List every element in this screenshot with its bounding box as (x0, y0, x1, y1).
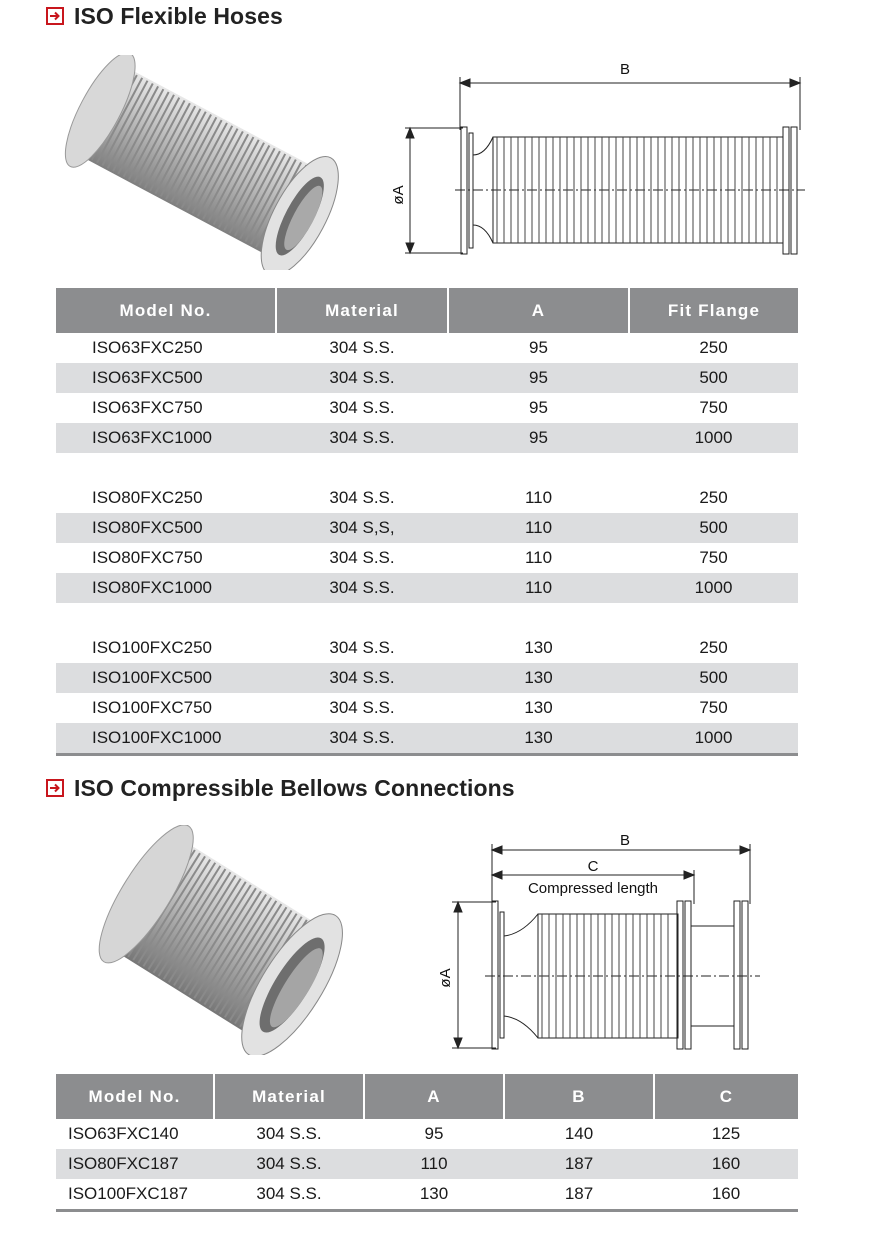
cell-material: 304 S.S. (214, 1179, 364, 1211)
table-header-row (56, 1074, 798, 1119)
cell-model: ISO100FXC1000 (56, 723, 276, 755)
table-row (56, 723, 798, 755)
cell-a: 110 (364, 1149, 504, 1179)
cell-a: 95 (448, 423, 629, 453)
cell-fit: 500 (629, 513, 798, 543)
header-c: C (654, 1074, 798, 1119)
section-title-flexible-hoses (46, 0, 283, 32)
cell-a: 130 (448, 723, 629, 755)
compressed-length-label: Compressed length (527, 880, 659, 897)
cell-b: 187 (504, 1179, 654, 1211)
header-material: Material (276, 288, 448, 333)
cell-fit: 750 (699, 398, 728, 417)
table-row (56, 1119, 798, 1149)
cell-model: ISO63FXC140 (68, 1124, 179, 1143)
cell-material: 304 S.S. (329, 638, 395, 657)
compressible-bellows-product-image (85, 825, 355, 1055)
compressible-bellows-technical-drawing (430, 826, 770, 1058)
arrow-right-icon (46, 7, 64, 25)
cell-model: ISO80FXC1000 (56, 573, 276, 603)
cell-model: ISO80FXC500 (56, 513, 276, 543)
header-fit-flange: Fit Flange (629, 288, 798, 333)
cell-model: ISO63FXC500 (56, 363, 276, 393)
cell-model: ISO100FXC250 (92, 638, 213, 657)
table-row (56, 363, 798, 393)
cell-a: 130 (448, 663, 629, 693)
arrow-right-icon (46, 779, 64, 797)
cell-model: ISO63FXC250 (92, 338, 203, 357)
table-row (56, 663, 798, 693)
table-row (56, 1179, 798, 1211)
cell-fit: 250 (699, 488, 728, 507)
cell-fit: 500 (629, 363, 798, 393)
cell-c: 125 (711, 1124, 741, 1143)
cell-material: 304 S.S. (256, 1124, 322, 1143)
cell-model: ISO100FXC500 (56, 663, 276, 693)
table-row (56, 543, 798, 573)
cell-fit: 1000 (629, 423, 798, 453)
cell-material: 304 S.S. (276, 573, 448, 603)
cell-material: 304 S.S. (276, 423, 448, 453)
cell-a: 110 (524, 548, 553, 567)
cell-material: 304 S.S. (329, 488, 395, 507)
cell-b: 140 (564, 1124, 594, 1143)
cell-fit: 250 (699, 638, 728, 657)
group-spacer (56, 603, 798, 633)
table-row (56, 483, 798, 513)
cell-fit: 250 (699, 338, 728, 357)
cell-a: 95 (529, 398, 548, 417)
cell-model: ISO80FXC250 (92, 488, 203, 507)
cell-a: 95 (529, 338, 548, 357)
flexible-hose-technical-drawing (385, 55, 815, 265)
section-title-text: ISO Compressible Bellows Connections (74, 774, 515, 801)
cell-material: 304 S.S. (276, 723, 448, 755)
section-title-compressible-bellows (46, 772, 515, 804)
dimension-label-b: B (619, 832, 631, 849)
cell-a: 110 (524, 488, 553, 507)
cell-fit: 750 (699, 698, 728, 717)
dimension-label-a: øA (390, 185, 407, 205)
cell-a: 110 (448, 573, 629, 603)
dimension-label-b: B (619, 61, 631, 78)
cell-material: 304 S.S. (276, 663, 448, 693)
table-row (56, 333, 798, 363)
table-row (56, 1149, 798, 1179)
cell-b: 187 (504, 1149, 654, 1179)
section-title-text: ISO Flexible Hoses (74, 2, 283, 29)
cell-model: ISO100FXC750 (92, 698, 213, 717)
dimension-label-c: C (587, 858, 599, 875)
flexible-hoses-table (56, 288, 798, 756)
cell-model: ISO63FXC750 (92, 398, 203, 417)
cell-a: 95 (448, 363, 629, 393)
cell-fit: 750 (699, 548, 728, 567)
cell-a: 130 (524, 638, 553, 657)
header-b: B (504, 1074, 654, 1119)
cell-material: 304 S.S. (214, 1149, 364, 1179)
header-model: Model No. (56, 288, 276, 333)
table-row (56, 573, 798, 603)
cell-a: 110 (448, 513, 629, 543)
cell-model: ISO63FXC1000 (56, 423, 276, 453)
cell-c: 160 (654, 1179, 798, 1211)
table-row (56, 633, 798, 663)
header-model: Model No. (56, 1074, 214, 1119)
dimension-label-a: øA (437, 968, 454, 988)
cell-material: 304 S.S. (329, 338, 395, 357)
cell-a: 130 (524, 698, 553, 717)
cell-model: ISO80FXC750 (92, 548, 203, 567)
header-a: A (364, 1074, 504, 1119)
cell-a: 130 (364, 1179, 504, 1211)
cell-material: 304 S,S, (276, 513, 448, 543)
cell-fit: 1000 (629, 723, 798, 755)
cell-model: ISO100FXC187 (56, 1179, 214, 1211)
table-row (56, 423, 798, 453)
flexible-hose-product-image (55, 55, 345, 270)
cell-fit: 500 (629, 663, 798, 693)
group-spacer (56, 453, 798, 483)
cell-material: 304 S.S. (329, 698, 395, 717)
table-row (56, 693, 798, 723)
cell-c: 160 (654, 1149, 798, 1179)
table-header-row (56, 288, 798, 333)
cell-fit: 1000 (629, 573, 798, 603)
table-row (56, 513, 798, 543)
cell-a: 95 (424, 1124, 444, 1143)
table-row (56, 393, 798, 423)
cell-material: 304 S.S. (329, 398, 395, 417)
header-material: Material (214, 1074, 364, 1119)
cell-material: 304 S.S. (329, 548, 395, 567)
cell-material: 304 S.S. (276, 363, 448, 393)
cell-model: ISO80FXC187 (56, 1149, 214, 1179)
header-a: A (448, 288, 629, 333)
compressible-bellows-table (56, 1074, 798, 1212)
